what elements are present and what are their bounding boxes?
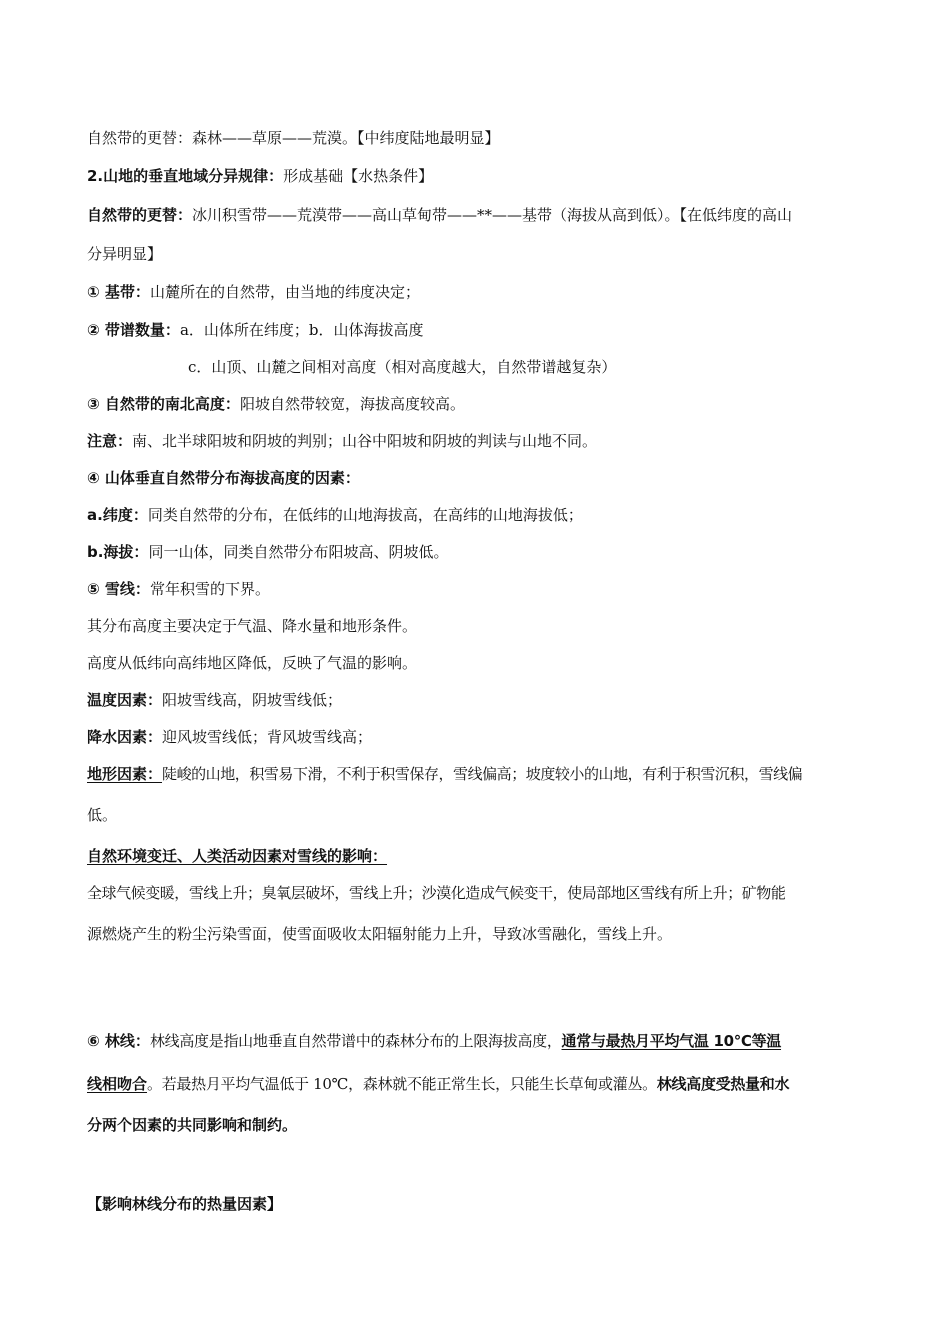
paragraph-line <box>87 430 864 452</box>
text: 南、北半球阳坡和阴坡的判别；山谷中阳坡和阴坡的判读与山地不同。 <box>132 432 598 450</box>
heading-text: 2.山地的垂直地域分异规律： <box>87 167 284 185</box>
label: 降水因素： <box>87 728 163 746</box>
paragraph-line <box>87 689 864 711</box>
label: ③ 自然带的南北高度： <box>87 395 240 413</box>
text: 。若最热月平均气温低于 10℃，森林就不能正常生长，只能生长草甸或灌丛。 <box>147 1075 657 1093</box>
label: ⑤ 雪线： <box>87 580 150 598</box>
text: 高度从低纬向高纬地区降低，反映了气温的影响。 <box>87 654 418 672</box>
text: 陡峻的山地，积雪易下滑，不利于积雪保存，雪线偏高；坡度较小的山地，有利于积雪沉积，雪线偏 <box>162 765 803 783</box>
paragraph-line <box>87 882 864 904</box>
heading-text: 【影响林线分布的热量因素】 <box>87 1195 283 1213</box>
paragraph-line <box>87 652 864 674</box>
emphasis: 线相吻合 <box>87 1075 148 1093</box>
emphasis: 通常与最热月平均气温 10℃等温 <box>561 1032 782 1050</box>
text: 形成基础【水热条件】 <box>283 167 434 185</box>
section-heading <box>87 1193 864 1215</box>
paragraph-line <box>87 763 864 785</box>
text: c．山顶、山麓之间相对高度（相对高度越大，自然带谱越复杂） <box>188 358 617 376</box>
paragraph-line <box>87 243 864 265</box>
paragraph-line <box>87 726 864 748</box>
paragraph-line <box>87 615 864 637</box>
text: 源燃烧产生的粉尘污染雪面，使雪面吸收太阳辐射能力上升，导致冰雪融化，雪线上升。 <box>87 925 673 943</box>
label: 自然环境变迁、人类活动因素对雪线的影响： <box>87 847 388 865</box>
label: ② 带谱数量： <box>87 321 180 339</box>
label: ① 基带： <box>87 283 150 301</box>
label: 地形因素： <box>87 765 163 783</box>
paragraph-line <box>87 204 864 226</box>
paragraph-line <box>87 845 864 867</box>
text: 山麓所在的自然带，由当地的纬度决定； <box>149 283 420 301</box>
emphasis: 分两个因素的共同影响和制约。 <box>87 1116 298 1134</box>
emphasis: 林线高度受热量和水 <box>656 1075 790 1093</box>
paragraph-line <box>87 923 864 945</box>
label: ⑥ 林线： <box>87 1032 150 1050</box>
paragraph-line <box>87 1030 864 1052</box>
paragraph-line <box>87 393 864 415</box>
label: ④ 山体垂直自然带分布海拔高度的因素： <box>87 469 360 487</box>
label: b.海拔： <box>87 543 149 561</box>
text: 低。 <box>87 806 118 824</box>
text: 常年积雪的下界。 <box>149 580 270 598</box>
paragraph-line <box>87 467 864 489</box>
paragraph-line <box>87 804 864 826</box>
label: 自然带的更替： <box>87 206 193 224</box>
paragraph-line <box>87 541 864 563</box>
paragraph-line <box>87 1114 864 1136</box>
paragraph-line <box>87 1073 864 1095</box>
paragraph-line <box>87 504 864 526</box>
paragraph-line <box>87 578 864 600</box>
text: 阳坡雪线高，阴坡雪线低； <box>162 691 343 709</box>
heading-mountain-vertical-zonation <box>87 165 864 187</box>
text: 全球气候变暖，雪线上升；臭氧层破坏，雪线上升；沙漠化造成气候变干，使局部地区雪线有所上升；矿物能 <box>87 884 786 902</box>
label: 温度因素： <box>87 691 163 709</box>
label: a.纬度： <box>87 506 148 524</box>
text: 冰川积雪带——荒漠带——高山草甸带——**——基带（海拔从高到低）。【在低纬度的高山 <box>192 206 793 224</box>
paragraph-line <box>87 319 864 341</box>
text: 阳坡自然带较宽，海拔高度较高。 <box>239 395 465 413</box>
text: 林线高度是指山地垂直自然带谱中的森林分布的上限海拔高度， <box>149 1032 562 1050</box>
label: 注意： <box>87 432 133 450</box>
text: a．山体所在纬度；b．山体海拔高度 <box>179 321 424 339</box>
text: 同类自然带的分布，在低纬的山地海拔高，在高纬的山地海拔低； <box>147 506 583 524</box>
text: 迎风坡雪线低；背风坡雪线高； <box>162 728 373 746</box>
text: 分异明显】 <box>87 245 163 263</box>
paragraph-line <box>87 127 864 149</box>
text: 自然带的更替：森林——草原——荒漠。【中纬度陆地最明显】 <box>87 129 500 147</box>
paragraph-line <box>87 281 864 303</box>
paragraph-line <box>188 356 864 378</box>
text: 其分布高度主要决定于气温、降水量和地形条件。 <box>87 617 418 635</box>
text: 同一山体，同类自然带分布阳坡高、阴坡低。 <box>148 543 449 561</box>
